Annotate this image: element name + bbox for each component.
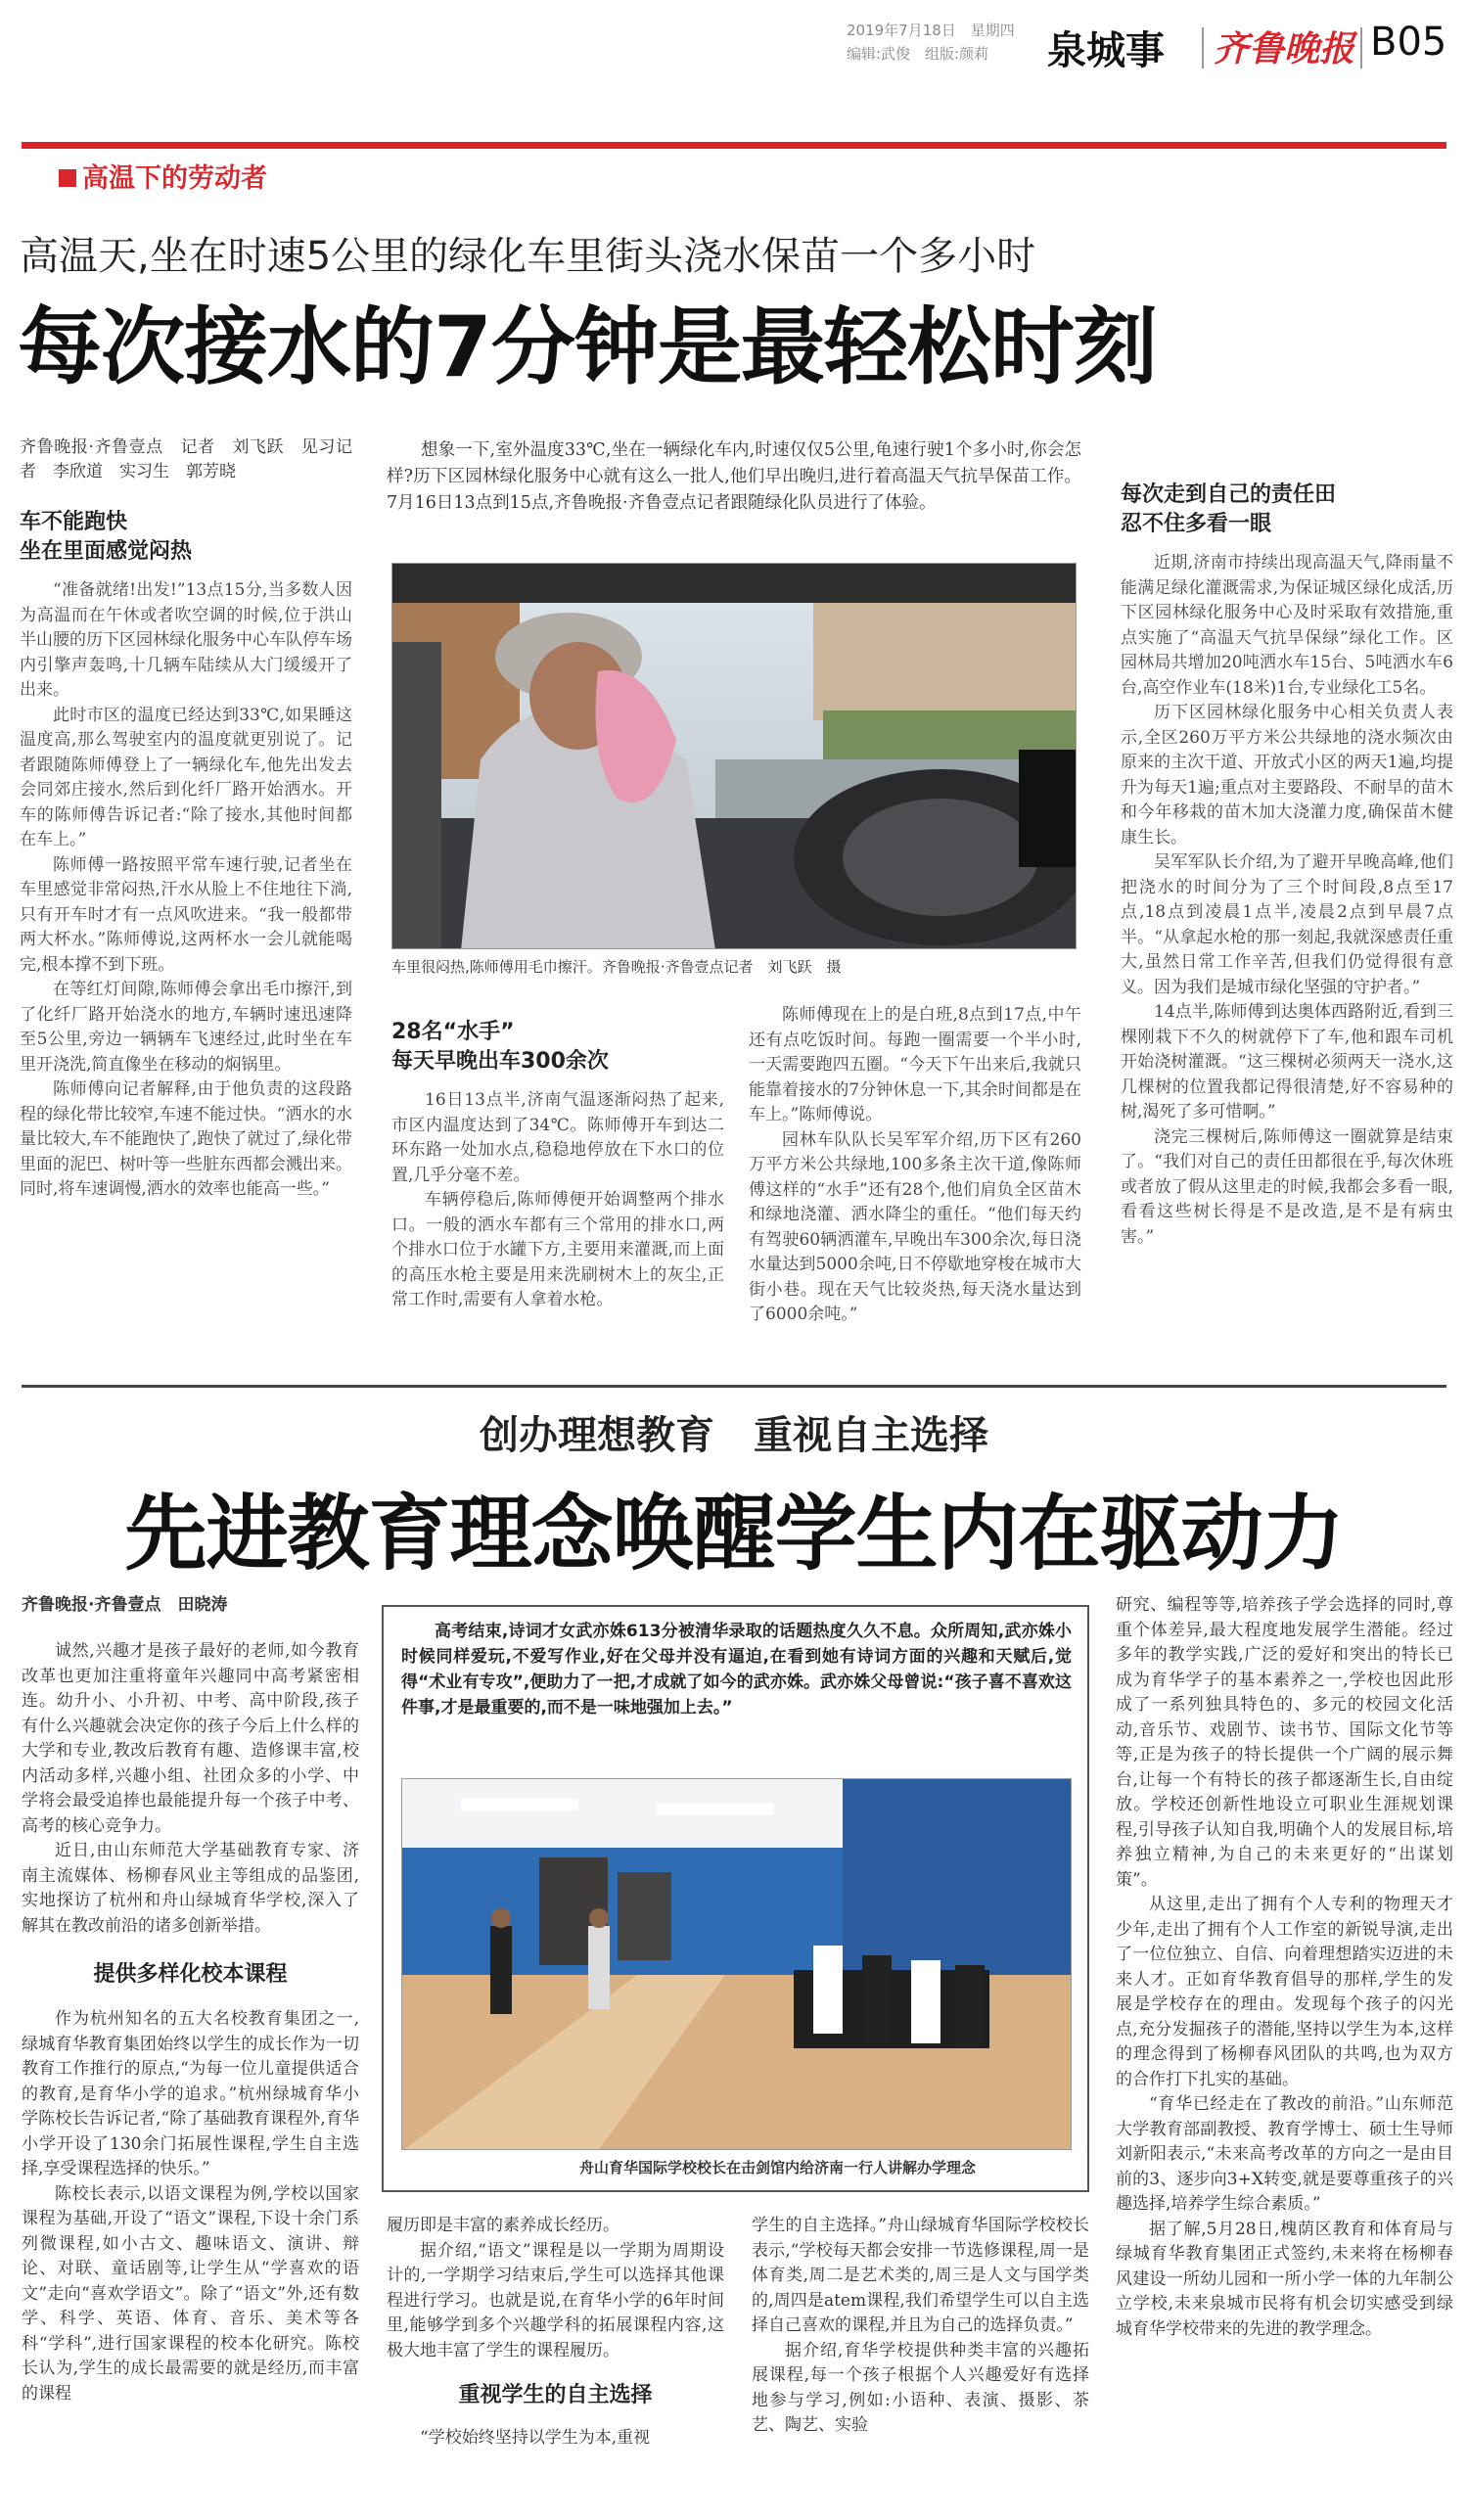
paragraph: 陈校长表示,以语文课程为例,学校以国家课程为基础,开设了“语文”课程,下设十余门系列微课程,如小古文、趣味语文、演讲、辩论、对联、童话剧等,让学生从“学喜欢的语文”走向“喜欢学语文”。除了“语文”外,还有数学、科学、英语、体育、音乐、美术等各科“学科”,进行国家课程的校本化研究。陈校长认为,学生的成长最需要的就是经历,而丰富的课程 <box>22 2183 359 2404</box>
story1-column-4 <box>1121 435 1453 1380</box>
story1-byline: 齐鲁晚报·齐鲁壹点 记者 刘飞跃 见习记者 李欣道 实习生 郭芳晓 <box>20 437 352 481</box>
story1-subhead: 高温天,坐在时速5公里的绿化车里街头浇水保苗一个多小时 <box>20 234 1036 279</box>
story2-subhead: 创办理想教育 重视自主选择 <box>480 1413 988 1458</box>
paragraph: 园林车队队长吴军军介绍,历下区有260万平方米公共绿地,100多条主次干道,像陈师傅这样的“水手”还有28个,他们肩负全区苗木和绿地浇灌、洒水降尘的重任。“他们每天约有驾驶60辆洒灌车,早晚出车300余次,每日浇水量达到5000余吨,日不停歇地穿梭在城市大街小巷。现在天气比较炎热,每天浇水量达到了6000余吨。” <box>749 1129 1081 1324</box>
story1-photo-driver <box>391 563 1077 949</box>
story1-photo-caption: 车里很闷热,陈师傅用毛巾擦汗。齐鲁晚报·齐鲁壹点记者 刘飞跃 摄 <box>391 958 842 976</box>
section-divider <box>22 1385 1446 1388</box>
paragraph: “育华已经走在了教改的前沿。”山东师范大学教育部副教授、教育学博士、硕士生导师刘新阳表示,“未来高考改革的方向之一是由目前的3、逐步向3+X转变,就是要尊重孩子的兴趣选择,培养学生综合素质。” <box>1116 2094 1453 2214</box>
paragraph: “学校始终坚持以学生为本,重视 <box>420 2428 651 2448</box>
kicker-square <box>59 169 76 187</box>
story2-byline: 齐鲁晚报·齐鲁壹点 田晓涛 <box>22 1595 228 1615</box>
lede-paragraph: 高考结束,诗词才女武亦姝613分被清华录取的话题热度久久不息。众所周知,武亦姝小时候同样爱玩,不爱写作业,好在父母并没有逼迫,在看到她有诗词方面的兴趣和天赋后,觉得“术业有专攻”,便助力了一把,才成就了如今的武亦姝。武亦姝父母曾说:“孩子喜不喜欢这件事,才是最重要的,而不是一味地强加上去。” <box>401 1622 1072 1718</box>
story1-col2-subhead: 28名“水手” 每天早晚出车300余次 <box>391 1020 609 1074</box>
header-date: 2019年7月18日 星期四 <box>847 22 1015 39</box>
paragraph: 从这里,走出了拥有个人专利的物理天才少年,走出了拥有个人工作室的新锐导演,走出了一位位独立、自信、向着理想踏实迈进的未来人才。正如育华教育倡导的那样,学生的发展是学校存在的理由。发现每个孩子的闪光点,充分发掘孩子的潜能,坚持以学生为本,这样的理念得到了杨柳春风团队的共鸣,也为双方的合作打下扎实的基础。 <box>1116 1895 1453 2089</box>
header-divider-1 <box>1202 27 1204 69</box>
story2-column-2 <box>387 2214 724 2517</box>
paragraph: 作为杭州知名的五大名校教育集团之一,绿城育华教育集团始终以学生的成长作为一切教育工作推行的原点,“为每一位儿童提供适合的教育,是育华小学的追求。”杭州绿城育华小学陈校长告诉记者,“除了基础教育课程外,育华小学开设了130余门拓展性课程,学生自主选择,享受课程选择的快乐。” <box>22 2009 359 2178</box>
paragraph: 近日,由山东师范大学基础教育专家、济南主流媒体、杨柳春风业主等组成的品鉴团,实地探访了杭州和舟山绿城育华学校,深入了解其在教改前沿的诸多创新举措。 <box>22 1841 359 1936</box>
paragraph: 学生的自主选择。”舟山绿城育华国际学校校长表示,“学校每天都会安排一节选修课程,周一是体育类,周二是艺术类的,周三是人文与国学类的,周四是atem课程,我们希望学生可以自主选择自己喜欢的课程,并且为自己的选择负责。” <box>752 2216 1089 2335</box>
story1-col4-subhead: 每次走到自己的责任田 忍不住多看一眼 <box>1121 482 1337 536</box>
paragraph: 据了解,5月28日,槐荫区教育和体育局与绿城育华教育集团正式签约,未来将在杨柳春风建设一所幼儿园和一所小学一体的九年制公立学校,未来泉城市民将有机会切实感受到绿城育华学校带来的先进的教学理念。 <box>1116 2219 1453 2339</box>
paragraph: 14点半,陈师傅到达奥体西路附近,看到三棵刚栽下不久的树就停下了车,他和跟车司机开始浇树灌溉。“这三棵树必须两天一浇水,这几棵树的位置我都记得很清楚,好不容易种的树,渴死了多可惜啊。” <box>1121 1002 1453 1122</box>
story2-col1-subhead: 提供多样化校本课程 <box>93 1962 288 1987</box>
paragraph: 车辆停稳后,陈师傅便开始调整两个排水口。一般的洒水车都有三个常用的排水口,两个排水口位于水罐下方,主要用来灌溉,而上面的高压水枪主要是用来洗刷树木上的灰尘,正常工作时,需要有人拿着水枪。 <box>391 1190 724 1309</box>
story2-column-4 <box>1116 1593 1453 2518</box>
paragraph: 陈师傅一路按照平常车速行驶,记者坐在车里感觉非常闷热,汗水从脸上不住地往下淌,只有开车时才有一点风吹进来。“我一般都带两大杯水。”陈师傅说,这两杯水一会儿就能喝完,根本撑不到下班。 <box>20 854 352 975</box>
story2-lede <box>401 1619 1072 1780</box>
paragraph: 陈师傅现在上的是白班,8点到17点,中午还有点吃饭时间。每跑一圈需要一个半小时,一天需要跑四五圈。“今天下午出来后,我就只能靠着接水的7分钟休息一下,其余时间都是在车上。”陈师傅说。 <box>749 1005 1081 1124</box>
paragraph: 浇完三棵树后,陈师傅这一圈就算是结束了。“我们对自己的责任田都很在乎,每次休班或者放了假从这里走的时候,我都会多看一眼,看看这些树长得是不是改造,是不是有病虫害。” <box>1121 1126 1453 1247</box>
fencing-hall-photo-image <box>402 1779 1072 2150</box>
story1-headline: 每次接水的7分钟是最轻松时刻 <box>18 298 1157 396</box>
paragraph: 16日13点半,济南气温逐渐闷热了起来,市区内温度达到了34℃。陈师傅开车到达二环东路一处加水点,稳稳地停放在下水口的位置,几乎分毫不差。 <box>391 1090 724 1185</box>
story1-col1-subhead: 车不能跑快 坐在里面感觉闷热 <box>20 510 193 564</box>
paragraph: 历下区园林绿化服务中心相关负责人表示,全区260万平方米公共绿地的浇水频次由原来的主次干道、开放式小区的两天1遍,均提升为每天1遍;重点对主要路段、不耐旱的苗木和今年移栽的苗木加大浇灌力度,确保苗木健康生长。 <box>1121 703 1453 848</box>
story2-photo-caption: 舟山育华国际学校校长在击剑馆内给济南一行人讲解办学理念 <box>579 2159 977 2176</box>
story1-intro <box>387 437 1081 555</box>
paragraph: 近期,济南市持续出现高温天气,降雨量不能满足绿化灌溉需求,为保证城区绿化成活,历下区园林绿化服务中心及时采取有效措施,重点实施了“高温天气抗旱保绿”绿化工作。区园林局共增加20吨洒水车15台、5吨洒水车6台,高空作业车(18米)1台,专业绿化工5名。 <box>1121 553 1453 698</box>
story1-column-3 <box>749 1003 1081 1380</box>
page-number: B05 <box>1370 20 1447 65</box>
story2-photo-fencing-hall <box>401 1778 1072 2150</box>
paragraph: 此时市区的温度已经达到33℃,如果睡这温度高,那么驾驶室内的温度就更别说了。记者跟随陈师傅登上了一辆绿化车,他先出发去会同郊庄接水,然后到化纤厂路开始洒水。开车的陈师傅告诉记者:“除了接水,其他时间都在车上。” <box>20 705 352 849</box>
header-divider-2 <box>1360 27 1362 69</box>
paragraph: “准备就绪!出发!”13点15分,当多数人因为高温而在午休或者吹空调的时候,位于洪山半山腰的历下区园林绿化服务中心车队停车场内引擎声轰鸣,十几辆车陆续从大门缓缓开了出来。 <box>20 580 352 700</box>
story1-kicker <box>59 157 267 195</box>
header-editors: 编辑:武俊 组版:颜莉 <box>847 45 989 63</box>
paragraph: 据介绍,育华学校提供种类丰富的兴趣拓展课程,每一个孩子根据个人兴趣爱好有选择地参与学习,例如:小语种、表演、摄影、茶艺、陶艺、实验 <box>752 2340 1089 2435</box>
paragraph: 履历即是丰富的素养成长经历。 <box>387 2216 619 2235</box>
header-section: 泉城事 <box>1047 28 1165 73</box>
paragraph: 陈师傅向记者解释,由于他负责的这段路程的绿化带比较窄,车速不能过快。“洒水的水量比较大,车不能跑快了,跑快了就过了,绿化带里面的泥巴、树叶等一些脏东西都会溅出来。同时,将车速调慢,洒水的效率也能高一些。” <box>20 1079 352 1199</box>
paragraph: 吴军军队长介绍,为了避开早晚高峰,他们把浇水的时间分为了三个时间段,8点至17点,18点到凌晨1点半,凌晨2点到早晨7点半。“从拿起水枪的那一刻起,我就深感责任重大,虽然日常工作辛苦,但我们仍觉得很有意义。因为我们是城市绿化坚强的守护者。” <box>1121 852 1453 997</box>
story1-column-2 <box>391 1008 724 1380</box>
intro-paragraph: 想象一下,室外温度33℃,坐在一辆绿化车内,时速仅仅5公里,龟速行驶1个多小时,你会怎样?历下区园林绿化服务中心就有这么一批人,他们早出晚归,进行着高温天气抗旱保苗工作。7月16日13点到15点,齐鲁晚报·齐鲁壹点记者跟随绿化队员进行了体验。 <box>387 440 1081 513</box>
story2-column-1 <box>22 1593 359 2518</box>
paper-logo: 齐鲁晚报 <box>1214 28 1355 69</box>
story2-headline: 先进教育理念唤醒学生内在驱动力 <box>124 1486 1344 1581</box>
header-red-rule <box>22 142 1446 149</box>
story2-col2-subhead: 重视学生的自主选择 <box>458 2383 653 2407</box>
story2-feature-box <box>382 1605 1089 2192</box>
paragraph: 研究、编程等等,培养孩子学会选择的同时,尊重个体差异,最大程度地发展学生潜能。经过多年的教学实践,广泛的爱好和突出的特长已成为育华学子的基本素养之一,学校也因此形成了一系列独具特色的、多元的校园文化活动,音乐节、戏剧节、读书节、国际文化节等等,正是为孩子的特长提供一个广阔的展示舞台,让每一个有特长的孩子都逐渐生长,自由绽放。学校还创新性地设立可职业生涯规划课程,引导孩子认知自我,明确个人的发展目标,培养独立精神,为自己的未来更好的“出谋划策”。 <box>1116 1595 1453 1890</box>
paragraph: 诚然,兴趣才是孩子最好的老师,如今教育改革也更加注重将童年兴趣同中高考紧密相连。幼升小、小升初、中考、高中阶段,孩子有什么兴趣就会决定你的孩子今后上什么样的大学和专业,教改后教育有趣、造修课丰富,校内活动多样,兴趣小组、社团众多的小学、中学将会最受追捧也最能提升每一个孩子中考、高考的核心竞争力。 <box>22 1641 359 1836</box>
paragraph: 据介绍,“语文”课程是以一学期为周期设计的,一学期学习结束后,学生可以选择其他课程进行学习。也就是说,在育华小学的6年时间里,能够学到多个兴趣学科的拓展课程内容,这极大地丰富了学生的课程履历。 <box>387 2240 724 2360</box>
story1-kicker-text: 高温下的劳动者 <box>82 163 267 194</box>
story2-column-3 <box>752 2214 1089 2517</box>
paragraph: 在等红灯间隙,陈师傅会拿出毛巾擦汗,到了化纤厂路开始浇水的地方,车辆时速迅速降至5公里,旁边一辆辆车飞速经过,此时坐在车里开浇洗,简直像坐在移动的焖锅里。 <box>20 980 352 1075</box>
page-header <box>0 0 1468 147</box>
driver-photo-image <box>392 564 1077 949</box>
story1-column-1 <box>20 435 352 1380</box>
